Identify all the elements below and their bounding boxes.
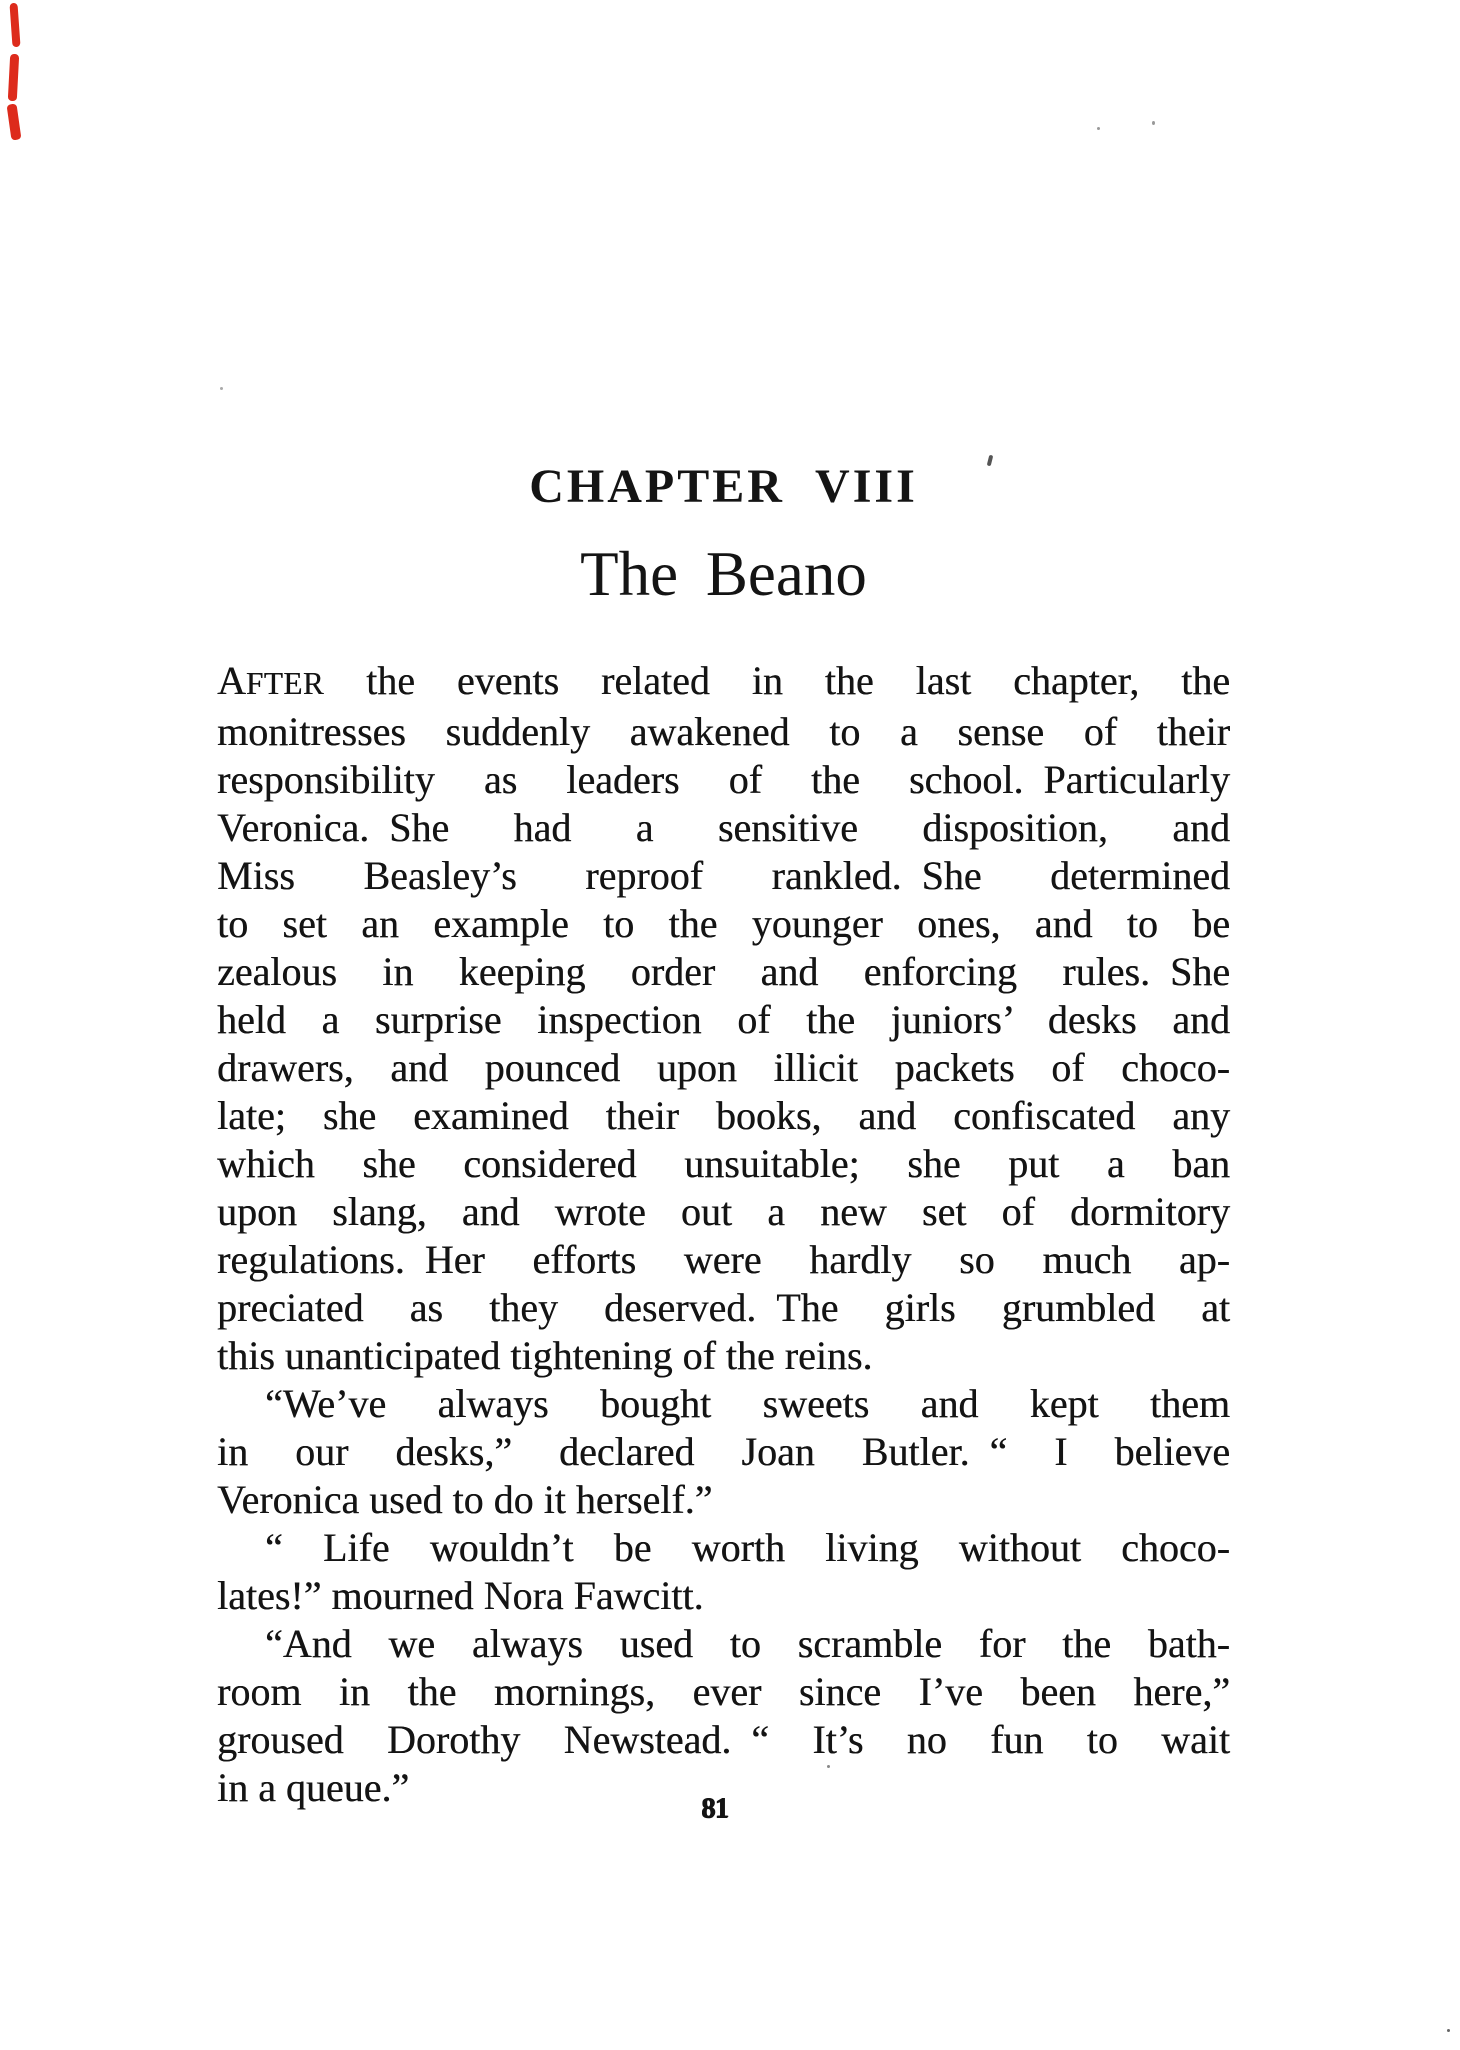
text-line: in a queue.” — [217, 1765, 410, 1810]
text-line: “And we always used to scramble for the bath- — [265, 1621, 1230, 1666]
text-line: monitresses suddenly awakened to a sense of their — [217, 709, 1230, 754]
text-line: held a surprise inspection of the juniors’ desks and — [217, 997, 1230, 1042]
text-line: this unanticipated tightening of the reins. — [217, 1333, 873, 1378]
ink-speck — [1152, 121, 1155, 125]
ink-speck — [1097, 127, 1100, 130]
text-line: drawers, and pounced upon illicit packets of choco- — [217, 1045, 1230, 1090]
text-line: “We’ve always bought sweets and kept them — [265, 1381, 1230, 1426]
text-line: responsibility as leaders of the school. Particularly — [217, 757, 1230, 802]
text-line: Veronica. She had a sensitive disposition, and — [217, 805, 1230, 850]
ink-speck — [220, 387, 223, 390]
text-line: to set an example to the younger ones, and to be — [217, 901, 1230, 946]
text-line: in our desks,” declared Joan Butler. “ I believe — [217, 1429, 1230, 1474]
page-number: 81 — [701, 1792, 728, 1824]
text-line: Veronica used to do it herself.” — [217, 1477, 713, 1522]
red-pen-mark — [8, 54, 19, 101]
text-line: zealous in keeping order and enforcing rules. She — [217, 949, 1230, 994]
text-line: “ Life wouldn’t be worth living without choco- — [265, 1525, 1230, 1570]
lead-rest: the events related in the last chapter, the — [324, 658, 1230, 703]
text-line: preciated as they deserved. The girls grumbled at — [217, 1285, 1230, 1330]
chapter-heading: CHAPTER VIII — [529, 460, 918, 513]
red-pen-mark — [9, 3, 20, 47]
text-line: Miss Beasley’s reproof rankled. She determined — [217, 853, 1230, 898]
text-line — [217, 657, 1230, 708]
text-line: regulations. Her efforts were hardly so much ap- — [217, 1237, 1230, 1282]
text-line: lates!” mourned Nora Fawcitt. — [217, 1573, 704, 1618]
red-pen-mark — [7, 103, 22, 140]
text-line: which she considered unsuitable; she put a ban — [217, 1141, 1230, 1186]
body-text — [217, 657, 1230, 1812]
ink-speck — [1447, 2029, 1450, 2032]
text-line: upon slang, and wrote out a new set of dormitory — [217, 1189, 1230, 1234]
chapter-title: The Beano — [580, 539, 867, 609]
lead-capital: A — [217, 658, 246, 703]
text-line: room in the mornings, ever since I’ve been here,” — [217, 1669, 1230, 1714]
text-line: groused Dorothy Newstead. “ It’s no fun to wait — [217, 1717, 1230, 1762]
text-line: late; she examined their books, and confiscated any — [217, 1093, 1230, 1138]
lead-small-caps: FTER — [245, 666, 325, 701]
